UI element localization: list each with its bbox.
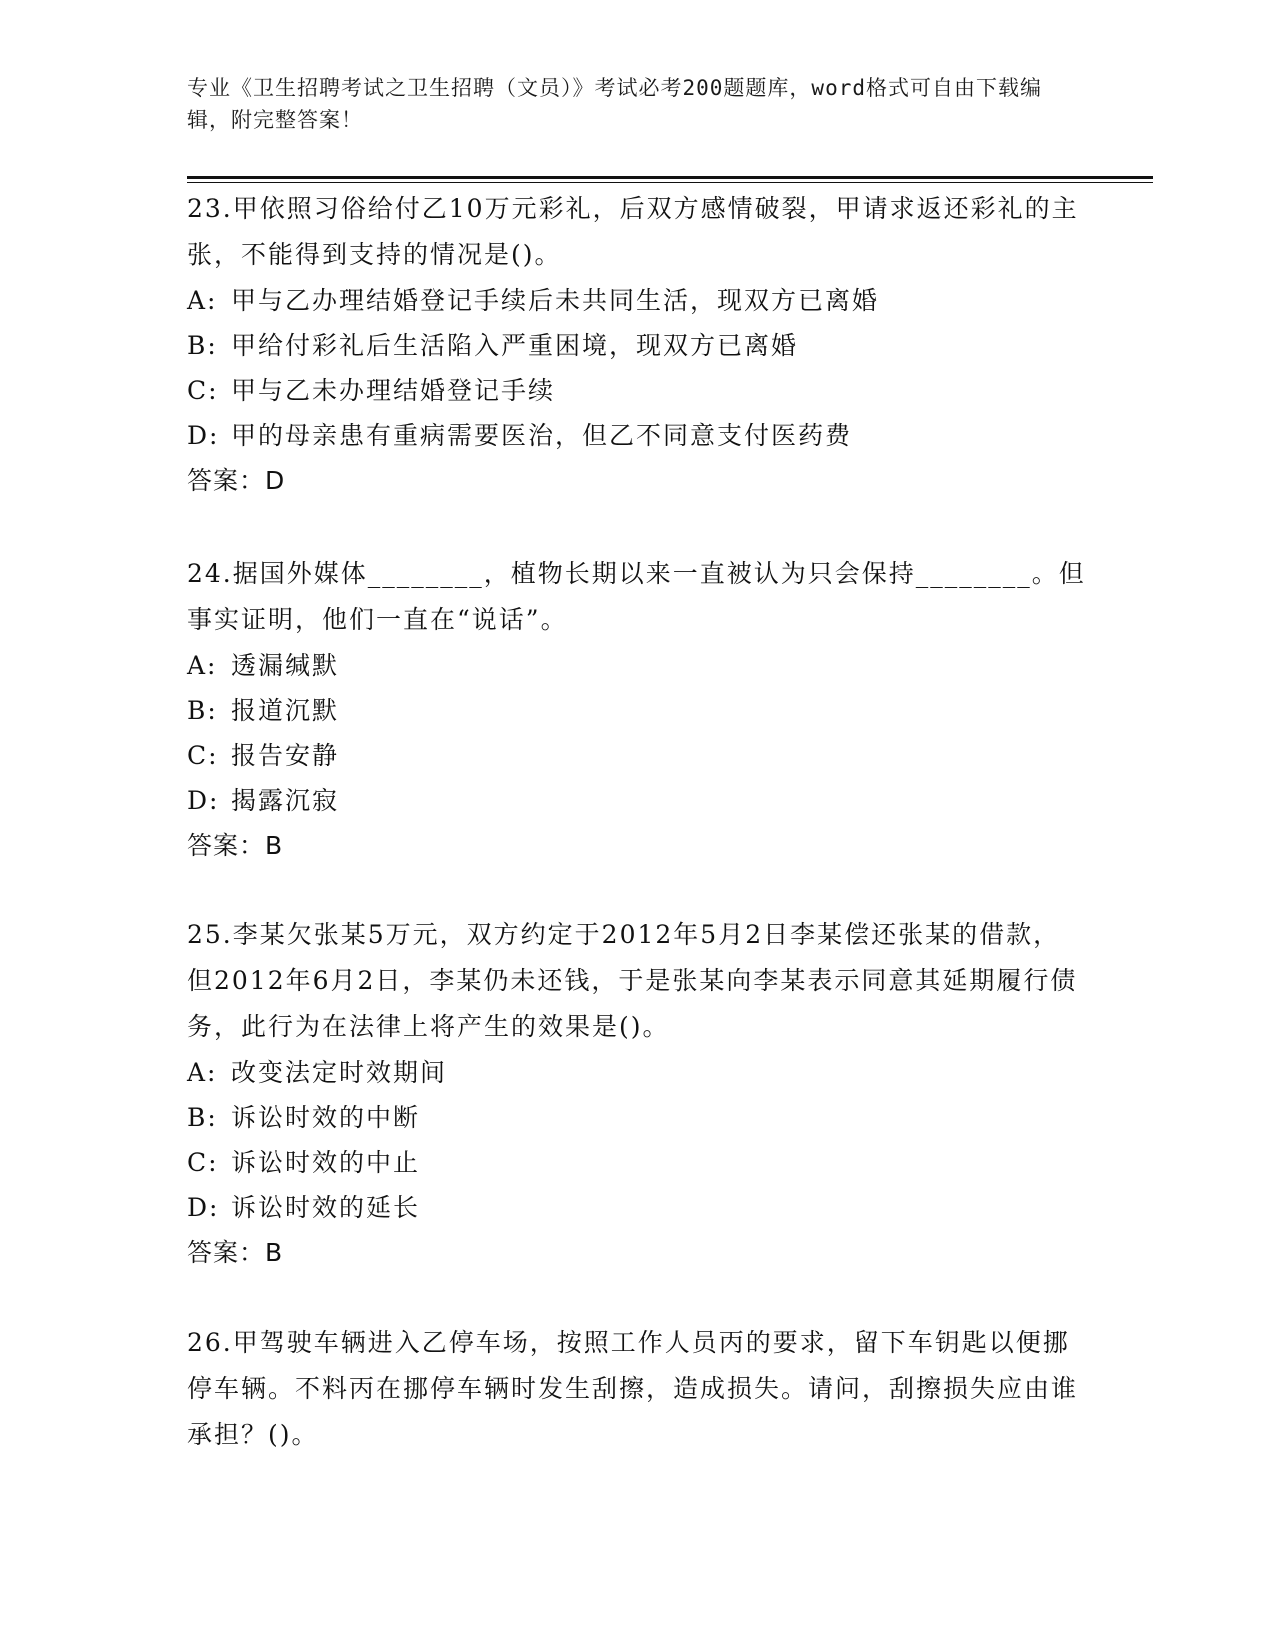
option-key: A: xyxy=(187,1058,218,1087)
option-text: 揭露沉寂 xyxy=(231,786,340,815)
option-key: D: xyxy=(187,421,220,450)
option-text: 甲的母亲患有重病需要医治，但乙不同意支付医药费 xyxy=(231,421,853,450)
option-c xyxy=(187,1140,1087,1185)
option-text: 诉讼时效的延长 xyxy=(231,1193,421,1222)
option-key: D: xyxy=(187,786,220,815)
option-d xyxy=(187,1185,1087,1230)
question-23 xyxy=(187,186,1087,503)
option-d xyxy=(187,413,1087,458)
option-text: 诉讼时效的中止 xyxy=(231,1148,421,1177)
option-b xyxy=(187,323,1087,368)
option-key: A: xyxy=(187,651,218,680)
option-key: C: xyxy=(187,376,219,405)
option-a xyxy=(187,278,1087,323)
option-key: A: xyxy=(187,286,218,315)
option-key: B: xyxy=(187,696,218,725)
option-d xyxy=(187,778,1087,823)
option-b xyxy=(187,1095,1087,1140)
answer-line: 答案：D xyxy=(187,466,286,495)
question-26 xyxy=(187,1320,1087,1458)
option-text: 报告安静 xyxy=(231,741,340,770)
option-key: B: xyxy=(187,1103,218,1132)
header-divider-thin xyxy=(187,182,1153,183)
answer-line: 答案：B xyxy=(187,831,284,860)
option-text: 透漏缄默 xyxy=(231,651,340,680)
question-stem: 24.据国外媒体________，植物长期以来一直被认为只会保持________。但事实证明，他们一直在“说话”。 xyxy=(187,559,1086,634)
option-text: 甲给付彩礼后生活陷入严重困境，现双方已离婚 xyxy=(231,331,799,360)
option-text: 甲与乙办理结婚登记手续后未共同生活，现双方已离婚 xyxy=(231,286,880,315)
question-25 xyxy=(187,912,1087,1275)
option-text: 报道沉默 xyxy=(231,696,340,725)
option-a xyxy=(187,1050,1087,1095)
document-header: 专业《卫生招聘考试之卫生招聘（文员）》考试必考200题题库，word格式可自由下载编辑，附完整答案！ xyxy=(187,76,1042,132)
option-key: C: xyxy=(187,741,219,770)
option-b xyxy=(187,688,1087,733)
answer-line: 答案：B xyxy=(187,1238,284,1267)
option-key: D: xyxy=(187,1193,220,1222)
question-stem: 23.甲依照习俗给付乙10万元彩礼，后双方感情破裂，甲请求返还彩礼的主张，不能得到支持的情况是()。 xyxy=(187,194,1079,269)
option-text: 改变法定时效期间 xyxy=(231,1058,448,1087)
option-a xyxy=(187,643,1087,688)
question-stem: 26.甲驾驶车辆进入乙停车场，按照工作人员丙的要求，留下车钥匙以便挪停车辆。不料丙在挪停车辆时发生刮擦，造成损失。请问，刮擦损失应由谁承担？()。 xyxy=(187,1328,1079,1449)
option-key: C: xyxy=(187,1148,219,1177)
question-stem: 25.李某欠张某5万元，双方约定于2012年5月2日李某偿还张某的借款，但2012年6月2日，李某仍未还钱，于是张某向李某表示同意其延期履行债务，此行为在法律上将产生的效果是()。 xyxy=(187,920,1078,1041)
option-c xyxy=(187,733,1087,778)
option-text: 甲与乙未办理结婚登记手续 xyxy=(231,376,556,405)
option-key: B: xyxy=(187,331,218,360)
header-divider-thick xyxy=(187,176,1153,179)
option-text: 诉讼时效的中断 xyxy=(231,1103,421,1132)
question-24 xyxy=(187,551,1087,868)
option-c xyxy=(187,368,1087,413)
